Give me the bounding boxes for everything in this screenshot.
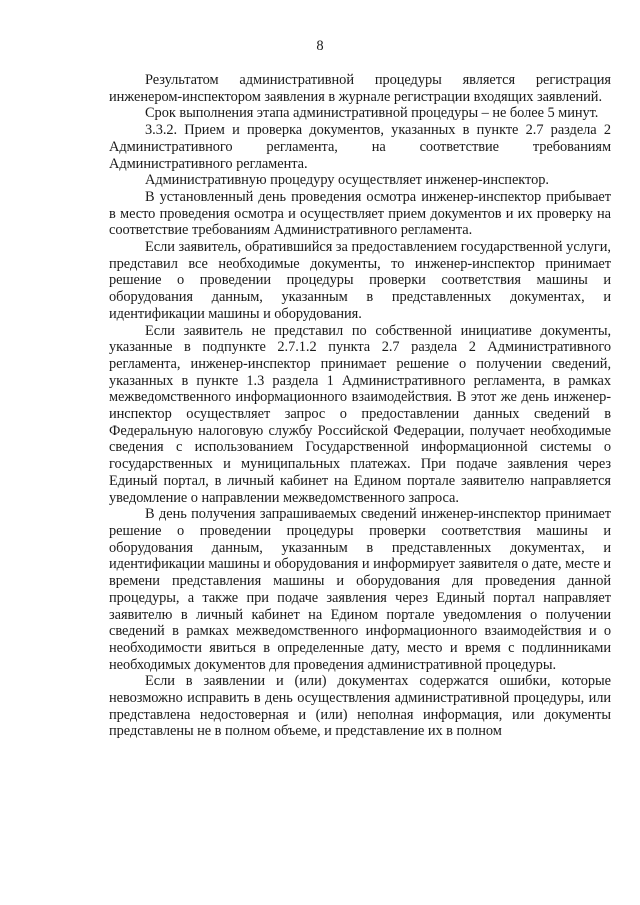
paragraph-all-documents: Если заявитель, обратившийся за предоставлением государственной услуги, представил все необходимые документы, то инженер-инспектор принимает решение о проведении процедуры проверки соответствия машины и оборудования данным, указанным в представленных документах, и идентификации машины и оборудования. xyxy=(109,239,611,322)
page-number: 8 xyxy=(316,38,324,54)
document-body xyxy=(109,72,611,740)
paragraph-stage-duration: Срок выполнения этапа административной процедуры – не более 5 минут. xyxy=(145,105,599,122)
paragraph-inspection-day: В установленный день проведения осмотра инженер-инспектор прибывает в место проведения осмотра и осуществляет прием документов и их проверку на соответствие требованиям Административного регламента. xyxy=(109,188,611,239)
paragraph-errors-in-application: Если в заявлении и (или) документах содержатся ошибки, которые невозможно исправить в день осуществления административной процедуры, или представлена недостоверная и (или) неполная информация, или документы представлены не в полном объеме, и представление их в полном xyxy=(109,673,611,740)
paragraph-information-received: В день получения запрашиваемых сведений инженер-инспектор принимает решение о проведении процедуры проверки соответствия машины и оборудования данным, указанным в представленных документах, и идентификации машины и оборудования и информирует заявителя о дате, месте и времени представления машины и оборудования для проведения данной процедуры, а также при подаче заявления через Единый портал направляет заявителю в личный кабинет на Едином портале уведомления о получении сведений в рамках межведомственного информационного взаимодействия и о необходимости явиться в определенные дату, место и время с подлинниками необходимых документов для проведения административной процедуры. xyxy=(109,506,611,673)
paragraph-registration-result: Результатом административной процедуры является регистрация инженером-инспектором заявления в журнале регистрации входящих заявлений. xyxy=(109,72,611,105)
paragraph-procedure-performer: Административную процедуру осуществляет инженер-инспектор. xyxy=(145,172,549,189)
paragraph-section-heading: 3.3.2. Прием и проверка документов, указанных в пункте 2.7 раздела 2 Административного регламента, на соответствие требованиям Административного регламента. xyxy=(109,122,611,172)
paragraph-missing-documents: Если заявитель не представил по собственной инициативе документы, указанные в подпункте 2.7.1.2 пункта 2.7 раздела 2 Административного регламента, инженер-инспектор принимает решение о получении сведений, указанных в пункте 1.3 раздела 1 Административного регламента, в рамках межведомственного информационного взаимодействия. В этот же день инженер-инспектор осуществляет запрос о предоставлении данных сведений в Федеральную налоговую службу Российской Федерации, получает необходимые сведения с использованием Государственной информационной системы о государственных и муниципальных платежах. При подаче заявления через Единый портал, в личный кабинет на Едином портале заявителю направляется уведомление о направлении межведомственного запроса. xyxy=(109,322,611,506)
